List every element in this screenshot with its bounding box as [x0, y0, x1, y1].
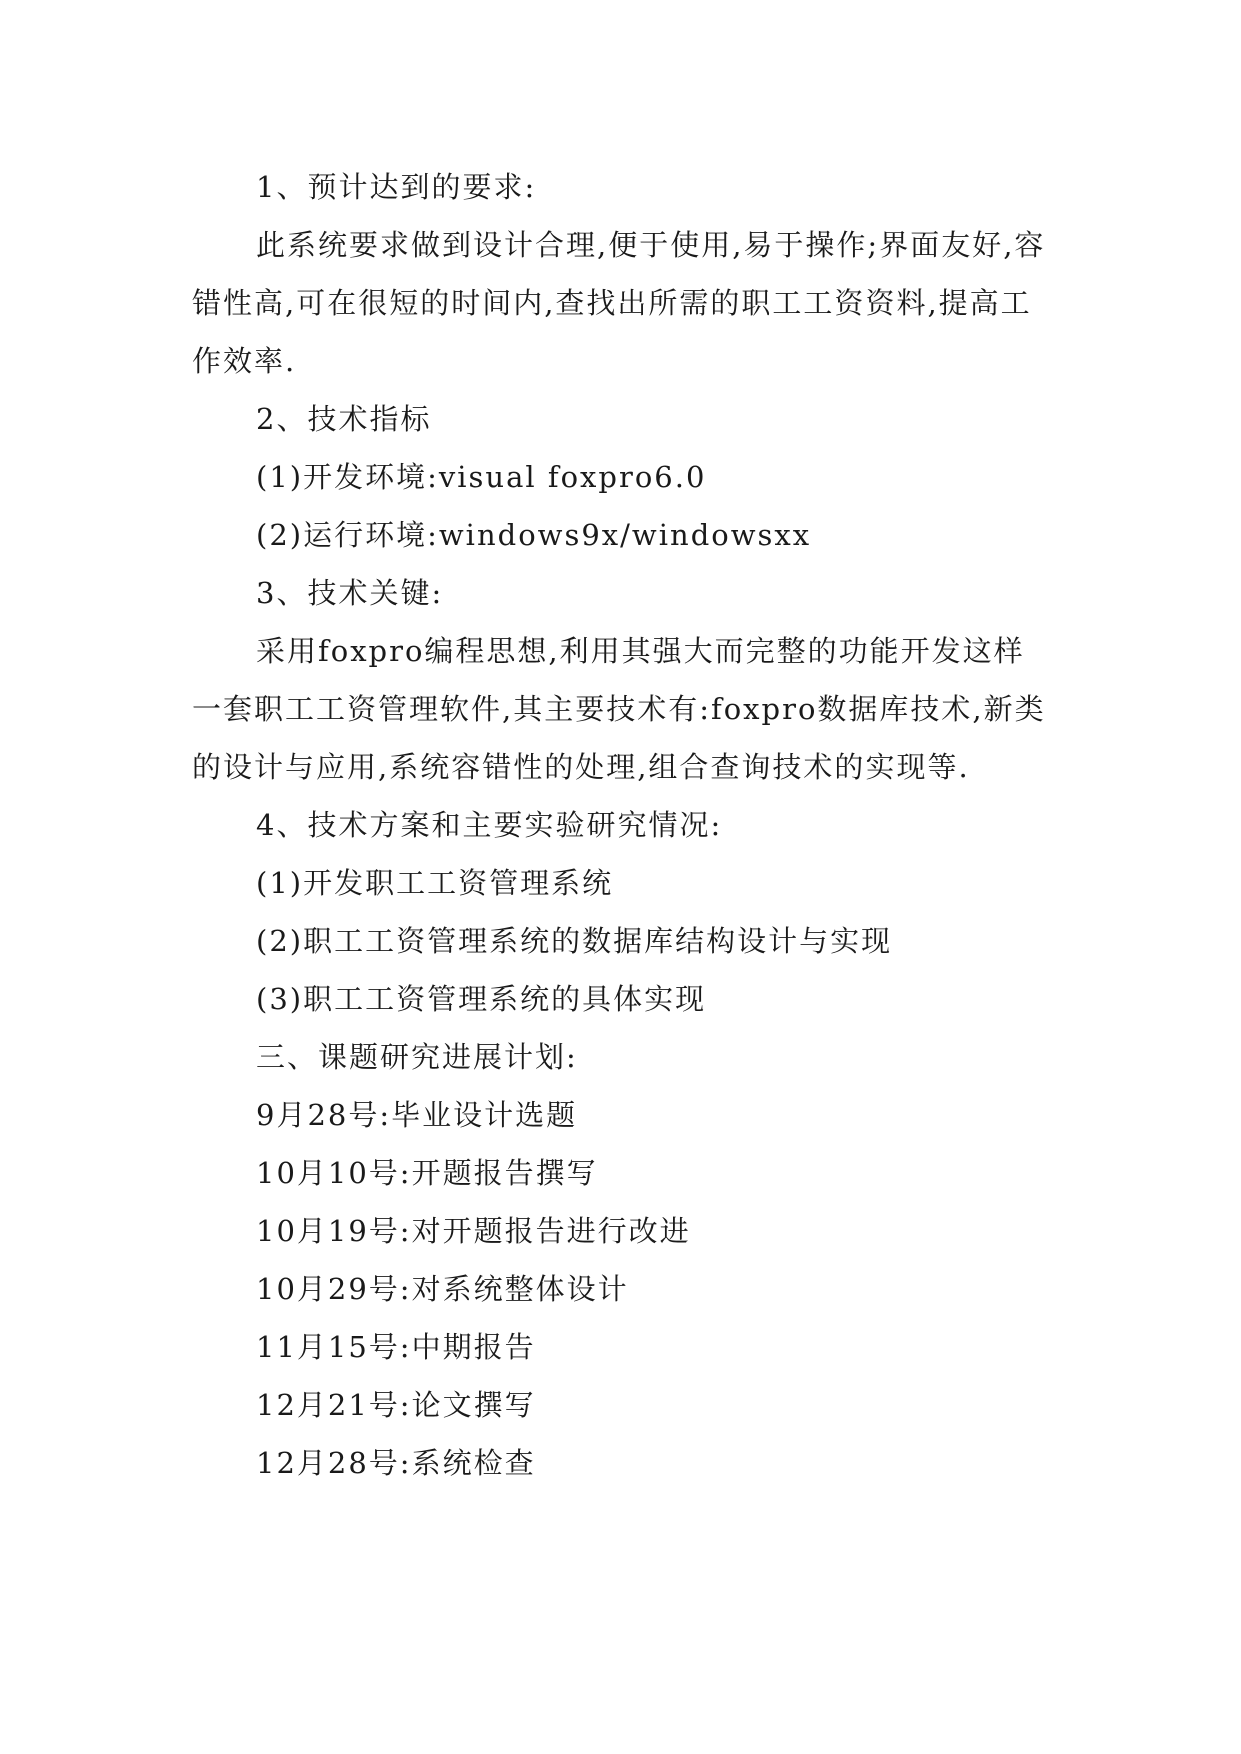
- section-heading-tech-plan: 4、技术方案和主要实验研究情况:: [256, 808, 723, 842]
- schedule-item: 12月28号:系统检查: [256, 1446, 536, 1480]
- list-item-plan-2: (2)职工工资管理系统的数据库结构设计与实现: [256, 924, 893, 958]
- document-body: [192, 158, 1054, 1492]
- section-heading-requirements: 1、预计达到的要求:: [256, 170, 537, 204]
- paragraph-requirements: 此系统要求做到设计合理,便于使用,易于操作;界面友好,容错性高,可在很短的时间内,查找出所需的职工工资资料,提高工作效率.: [192, 228, 1046, 378]
- schedule-item: 10月10号:开题报告撰写: [256, 1156, 598, 1190]
- schedule-item: 10月19号:对开题报告进行改进: [256, 1214, 691, 1248]
- list-item-plan-3: (3)职工工资管理系统的具体实现: [256, 982, 707, 1016]
- section-heading-schedule: 三、课题研究进展计划:: [256, 1040, 578, 1074]
- schedule-item: 10月29号:对系统整体设计: [256, 1272, 629, 1306]
- paragraph-tech-key: 采用foxpro编程思想,利用其强大而完整的功能开发这样一套职工工资管理软件,其主要技术有:foxpro数据库技术,新类的设计与应用,系统容错性的处理,组合查询技术的实现等.: [192, 634, 1046, 784]
- section-heading-tech-key: 3、技术关键:: [256, 576, 444, 610]
- list-item-dev-environment: (1)开发环境:visual foxpro6.0: [256, 460, 707, 494]
- schedule-item: 9月28号:毕业设计选题: [256, 1098, 578, 1132]
- schedule-item: 11月15号:中期报告: [256, 1330, 536, 1364]
- list-item-plan-1: (1)开发职工工资管理系统: [256, 866, 614, 900]
- list-item-runtime-environment: (2)运行环境:windows9x/windowsxx: [256, 518, 812, 552]
- section-heading-tech-indicators: 2、技术指标: [256, 402, 432, 436]
- schedule-item: 12月21号:论文撰写: [256, 1388, 536, 1422]
